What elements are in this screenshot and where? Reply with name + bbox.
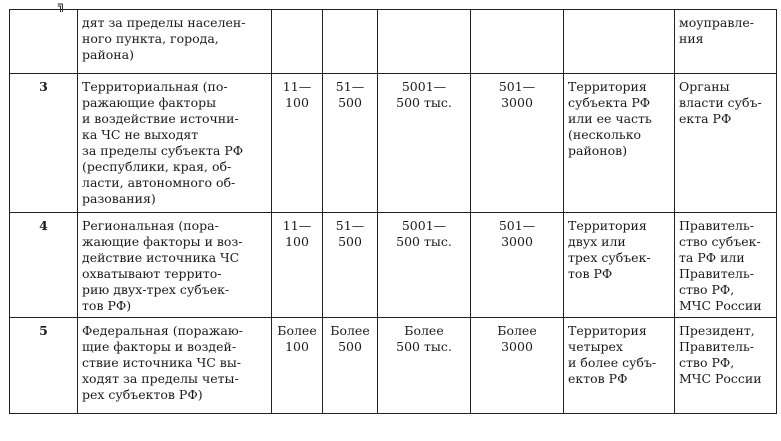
table-row <box>10 74 777 213</box>
cell-authority: моуправле- ния <box>675 10 777 74</box>
row-number: 3 <box>10 74 78 213</box>
cell-zone: 501— 3000 <box>471 74 564 213</box>
row-description: дят за пределы населен- ного пункта, города, района) <box>78 10 272 74</box>
cell-zone: 501— 3000 <box>471 213 564 318</box>
cell-victims: 11— 100 <box>272 213 323 318</box>
row-description: Федеральная (поражаю- щие факторы и воздей- ствие источника ЧС вы- ходят за пределы четы- рех субъектов РФ) <box>78 318 272 414</box>
cell-damage: 5001— 500 тыс. <box>378 213 471 318</box>
cell-victims <box>272 10 323 74</box>
table-row <box>10 10 777 74</box>
row-description: Территориальная (по- ражающие факторы и воздействие источни- ка ЧС не выходят за пределы субъекта РФ (республики, края, об- ласти, автономного об- разования) <box>78 74 272 213</box>
row-number: 4 <box>10 213 78 318</box>
cell-victims: 11— 100 <box>272 74 323 213</box>
cell-damage <box>378 10 471 74</box>
table-row <box>10 213 777 318</box>
row-number: 5 <box>10 318 78 414</box>
emergency-classification-table <box>9 9 777 414</box>
row-number <box>10 10 78 74</box>
row-description: Региональная (пора- жающие факторы и воз- действие источника ЧС охватывают террито- рию двух-трех субъек- тов РФ) <box>78 213 272 318</box>
cell-injured: Более 500 <box>323 318 378 414</box>
cell-injured <box>323 10 378 74</box>
cell-damage: 5001— 500 тыс. <box>378 74 471 213</box>
corner-mark: ╗ <box>58 0 66 12</box>
cell-zone: Более 3000 <box>471 318 564 414</box>
cell-authority: Президент, Правитель- ство РФ, МЧС России <box>675 318 777 414</box>
cell-territory <box>564 10 675 74</box>
cell-territory: Территория субъекта РФ или ее часть (несколько районов) <box>564 74 675 213</box>
table-row <box>10 318 777 414</box>
cell-territory: Территория четырех и более субъ- ектов РФ <box>564 318 675 414</box>
cell-victims: Более 100 <box>272 318 323 414</box>
cell-injured: 51— 500 <box>323 74 378 213</box>
cell-authority: Правитель- ство субъек- та РФ или Правитель- ство РФ, МЧС России <box>675 213 777 318</box>
cell-authority: Органы власти субъ- екта РФ <box>675 74 777 213</box>
cell-zone <box>471 10 564 74</box>
cell-injured: 51— 500 <box>323 213 378 318</box>
cell-damage: Более 500 тыс. <box>378 318 471 414</box>
cell-territory: Территория двух или трех субъек- тов РФ <box>564 213 675 318</box>
